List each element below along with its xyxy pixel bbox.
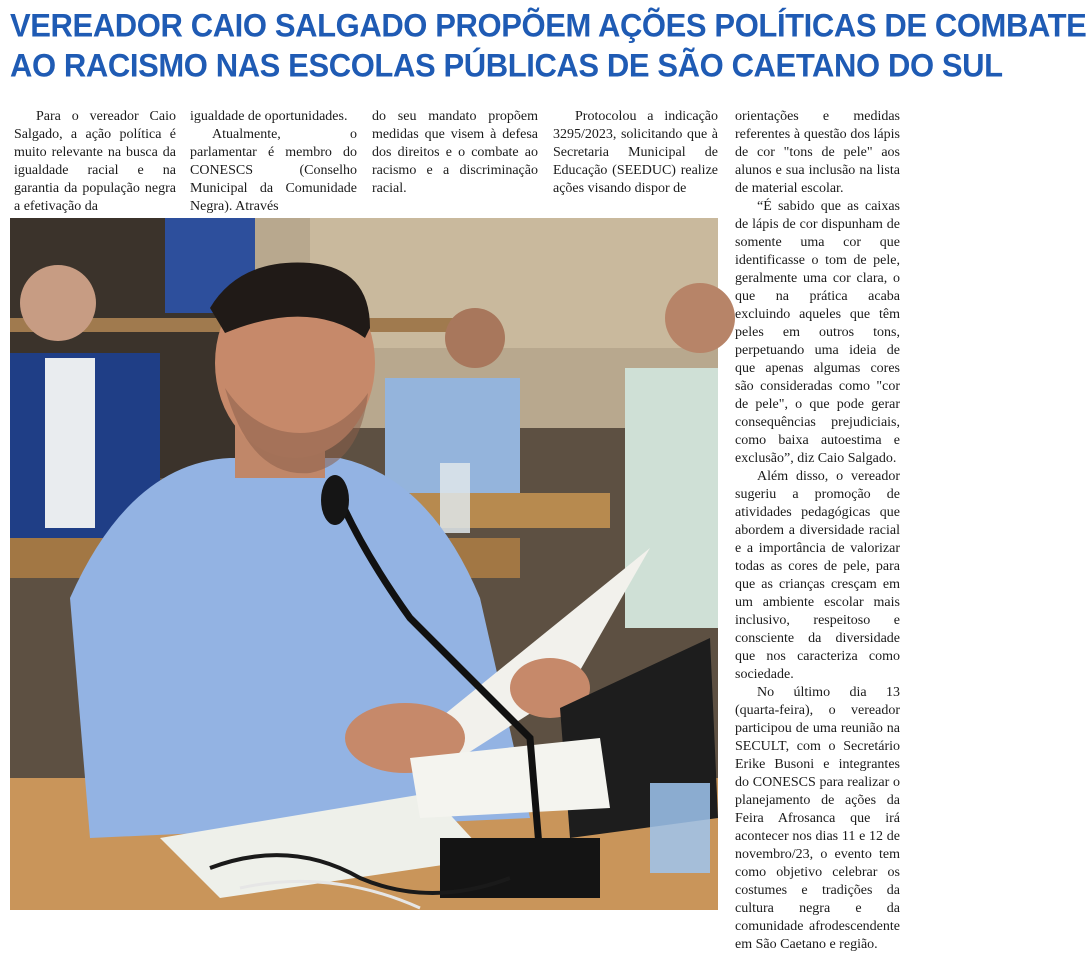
article-column-4 [553, 108, 718, 198]
headline-line-2: AO RACISMO NAS ESCOLAS PÚBLICAS DE SÃO CAETANO DO SUL [10, 47, 1003, 84]
article-paragraph: Atualmente, o parlamentar é membro do CONESCS (Conselho Municipal da Comunidade Negra). Através [190, 127, 357, 214]
article-column-2 [190, 108, 357, 216]
article-paragraph: igualdade de oportunidades. [190, 109, 348, 124]
article-paragraph: “É sabido que as caixas de lápis de cor dispunham de somente uma cor que identificasse o tom de pele, geralmente uma cor clara, o que na prática acaba excluindo aqueles que têm peles em outros tons, perpetuando uma ideia de que apenas algumas cores são consideradas como "cor de pele", o que pode gerar consequências prejudiciais, como baixa autoestima e exclusão”, diz Caio Salgado. [735, 199, 900, 466]
article-column-3 [372, 108, 538, 198]
article-paragraph: Protocolou a indicação 3295/2023, solicitando que à Secretaria Municipal de Educação (SEEDUC) realize ações visando dispor de [553, 109, 718, 196]
article-paragraph: do seu mandato propõem medidas que visem à defesa dos direitos e o combate ao racismo e a discriminação racial. [372, 109, 538, 196]
headline-line-1: VEREADOR CAIO SALGADO PROPÕEM AÇÕES POLÍTICAS DE COMBATE [10, 7, 1086, 44]
article-photo [10, 218, 718, 910]
article-column-1 [14, 108, 176, 216]
article-paragraph: No último dia 13 (quarta-feira), o vereador participou de uma reunião na SECULT, com o Secretário Erike Busoni e integrantes do CONESCS para realizar o planejamento de ações da Feira Afrosanca que irá acontecer nos dias 11 e 12 de novembro/23, o evento tem como objetivo celebrar os costumes e tradições da cultura negra e da comunidade afrodescendente em São Caetano e região. [735, 685, 900, 952]
article-column-5 [735, 108, 900, 954]
headline [10, 6, 1086, 86]
article-paragraph: Para o vereador Caio Salgado, a ação política é muito relevante na busca da igualdade racial e na garantia da população negra a efetivação da [14, 109, 176, 214]
article-paragraph: Além disso, o vereador sugeriu a promoção de atividades pedagógicas que abordem a diversidade racial e a importância de valorizar todas as cores de pele, para que as crianças cresçam em um ambiente escolar mais inclusivo, respeitoso e consciente da diversidade que nos caracteriza como sociedade. [735, 469, 900, 682]
article-paragraph: orientações e medidas referentes à questão dos lápis de cor "tons de pele" aos alunos e sua inclusão na lista de material escolar. [735, 109, 900, 196]
photo-illustration [10, 218, 718, 910]
